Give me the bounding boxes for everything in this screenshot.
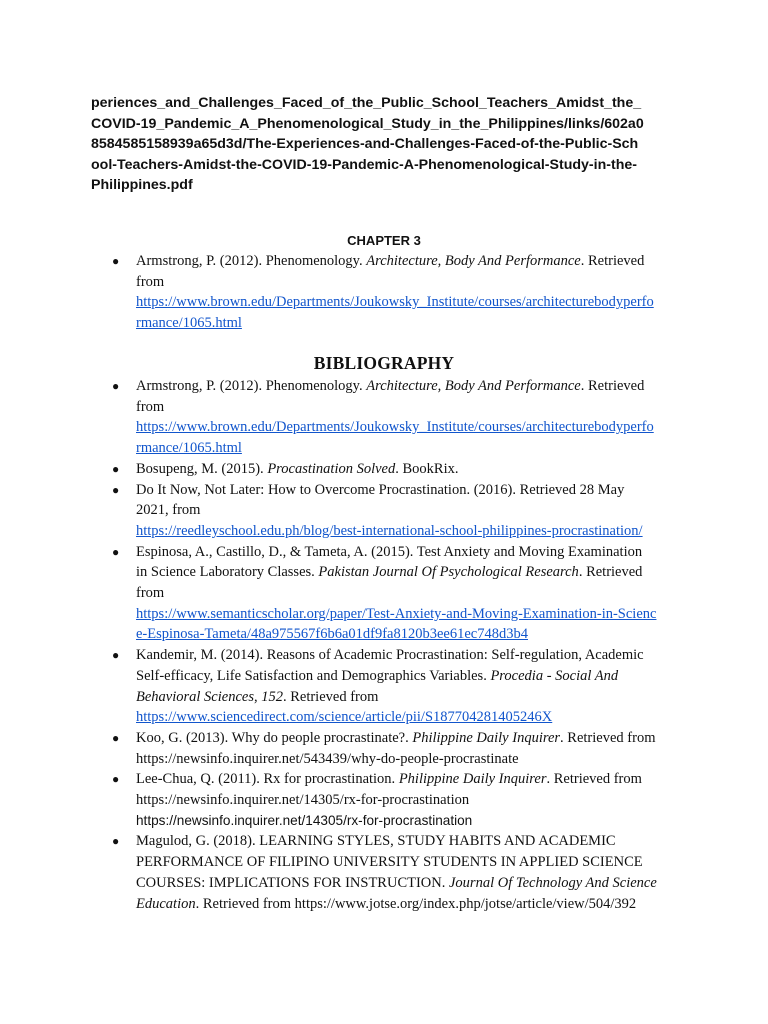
reference-item <box>0 251 681 334</box>
ref-text: . Retrieved from https://www.jotse.org/index.php/jotse/article/view/504/392 <box>195 895 637 912</box>
bullet: ● <box>112 254 120 268</box>
reference-line <box>136 666 681 687</box>
reference-item <box>0 480 681 542</box>
bullet: ● <box>112 544 120 559</box>
ref-text: Koo, G. (2013). Why do people procrastinate?. <box>136 729 413 746</box>
reference-link[interactable]: rmance/1065.html <box>136 315 242 332</box>
reference-item <box>0 376 681 459</box>
chapter-3-reference-list <box>0 251 768 334</box>
ref-source-title: Philippine Daily Inquirer <box>412 729 561 746</box>
ref-text: COURSES: IMPLICATIONS FOR INSTRUCTION. <box>136 874 449 891</box>
ref-volume: 152 <box>261 688 283 705</box>
url-line: 8584585158939a65d3d/The-Experiences-and-Challenges-Faced-of-the-Public-Sch <box>91 136 639 152</box>
reference-line: 2021, from <box>136 502 201 519</box>
reference-link[interactable]: https://reedleyschool.edu.ph/blog/best-international-school-philippines-procrastination/ <box>136 522 643 539</box>
ref-source-title: Procedia - Social And <box>490 667 619 684</box>
reference-link[interactable]: e-Espinosa-Tameta/48a975567f6b6a01df9fa8120b3ee61ec748d3b4 <box>136 626 528 643</box>
ref-text: . Retrieved <box>578 564 643 581</box>
bullet: ● <box>112 648 120 663</box>
reference-link[interactable]: https://www.brown.edu/Departments/Joukowsky_Institute/courses/architecturebodyperfo <box>136 419 654 436</box>
reference-line: https://newsinfo.inquirer.net/543439/why-do-people-procrastinate <box>136 750 519 767</box>
chapter-3-heading: CHAPTER 3 <box>347 233 421 248</box>
ref-source-title: Education <box>136 895 196 912</box>
reference-item <box>0 728 681 769</box>
reference-line <box>136 562 681 583</box>
reference-link-line[interactable] <box>136 438 681 459</box>
reference-link-line[interactable] <box>136 604 681 625</box>
reference-item <box>0 831 681 914</box>
reference-line: https://newsinfo.inquirer.net/14305/rx-for-procrastination <box>136 812 473 828</box>
ref-text: Lee-Chua, Q. (2011). Rx for procrastination. <box>136 771 399 788</box>
reference-line: https://newsinfo.inquirer.net/14305/rx-for-procrastination <box>136 792 470 809</box>
reference-line <box>136 894 681 915</box>
reference-link-line[interactable] <box>136 521 681 542</box>
ref-text: Bosupeng, M. (2015). <box>136 460 268 477</box>
ref-text: Armstrong, P. (2012). Phenomenology. <box>136 378 367 394</box>
ref-text: . BookRix. <box>395 460 459 477</box>
url-line: Philippines.pdf <box>91 177 193 193</box>
reference-line: from <box>136 398 165 415</box>
url-line: periences_and_Challenges_Faced_of_the_Public_School_Teachers_Amidst_the_ <box>91 95 642 111</box>
ref-source-title: Philippine Daily Inquirer <box>398 771 547 788</box>
reference-link-line[interactable] <box>136 292 681 313</box>
reference-item <box>0 542 681 646</box>
reference-item <box>0 459 681 480</box>
ref-text: , <box>253 688 262 705</box>
ref-text: . Retrieved from <box>282 688 379 705</box>
reference-line <box>136 687 681 708</box>
source-url-text <box>91 93 691 196</box>
ref-text: Armstrong, P. (2012). Phenomenology. <box>136 253 367 269</box>
reference-line <box>136 728 681 749</box>
bullet: ● <box>112 772 120 787</box>
reference-link[interactable]: https://www.semanticscholar.org/paper/Test-Anxiety-and-Moving-Examination-in-Scienc <box>136 605 657 622</box>
reference-line: Kandemir, M. (2014). Reasons of Academic Procrastination: Self-regulation, Academic <box>136 647 644 664</box>
bibliography-reference-list <box>0 376 768 914</box>
ref-text: . Retrieved from <box>546 771 642 788</box>
reference-link[interactable]: rmance/1065.html <box>136 440 242 457</box>
reference-line <box>136 873 681 894</box>
bullet: ● <box>112 482 120 497</box>
reference-link-line[interactable] <box>136 707 681 728</box>
reference-line <box>136 251 681 272</box>
ref-text: . Retrieved from <box>560 729 656 746</box>
url-line: ool-Teachers-Amidst-the-COVID-19-Pandemic-A-Phenomenological-Study-in-the- <box>91 156 637 173</box>
bullet: ● <box>112 379 120 393</box>
ref-text: Self-efficacy, Life Satisfaction and Demographics Variables. <box>136 667 491 684</box>
reference-item <box>0 769 681 831</box>
ref-source-title: Procastination Solved <box>267 460 396 477</box>
bibliography-heading: BIBLIOGRAPHY <box>313 353 455 373</box>
reference-line <box>136 376 681 397</box>
reference-link-line[interactable] <box>136 624 681 645</box>
reference-line: from <box>136 585 165 602</box>
reference-link[interactable]: https://www.brown.edu/Departments/Joukowsky_Institute/courses/architecturebodyperfo <box>136 294 654 311</box>
ref-source-title: Journal Of Technology And Science <box>449 874 657 891</box>
reference-link[interactable]: https://www.sciencedirect.com/science/article/pii/S187704281405246X <box>136 709 553 726</box>
reference-line: Do It Now, Not Later: How to Overcome Procrastination. (2016). Retrieved 28 May <box>136 481 625 498</box>
bullet: ● <box>112 461 120 476</box>
url-line: COVID-19_Pandemic_A_Phenomenological_Study_in_the_Philippines/links/602a0 <box>91 115 644 132</box>
reference-line <box>136 769 681 790</box>
ref-source-title: Pakistan Journal Of Psychological Research <box>318 564 579 581</box>
ref-source-title: Behavioral Sciences <box>136 688 254 705</box>
ref-source-title: Architecture, Body And Performance <box>366 253 581 269</box>
ref-text: . Retrieved <box>580 378 645 394</box>
reference-line: from <box>136 273 165 290</box>
reference-line: PERFORMANCE OF FILIPINO UNIVERSITY STUDENTS IN APPLIED SCIENCE <box>136 854 643 871</box>
ref-source-title: Architecture, Body And Performance <box>366 378 581 394</box>
reference-line: Espinosa, A., Castillo, D., & Tameta, A. (2015). Test Anxiety and Moving Examination <box>136 543 643 560</box>
reference-line: Magulod, G. (2018). LEARNING STYLES, STUDY HABITS AND ACADEMIC <box>136 833 616 850</box>
ref-text: . Retrieved <box>580 253 645 269</box>
reference-link-line[interactable] <box>136 313 681 334</box>
bullet: ● <box>112 730 120 745</box>
reference-item <box>0 645 681 728</box>
bullet: ● <box>112 834 120 849</box>
reference-link-line[interactable] <box>136 417 681 438</box>
reference-line <box>136 459 681 480</box>
ref-text: in Science Laboratory Classes. <box>136 564 319 581</box>
